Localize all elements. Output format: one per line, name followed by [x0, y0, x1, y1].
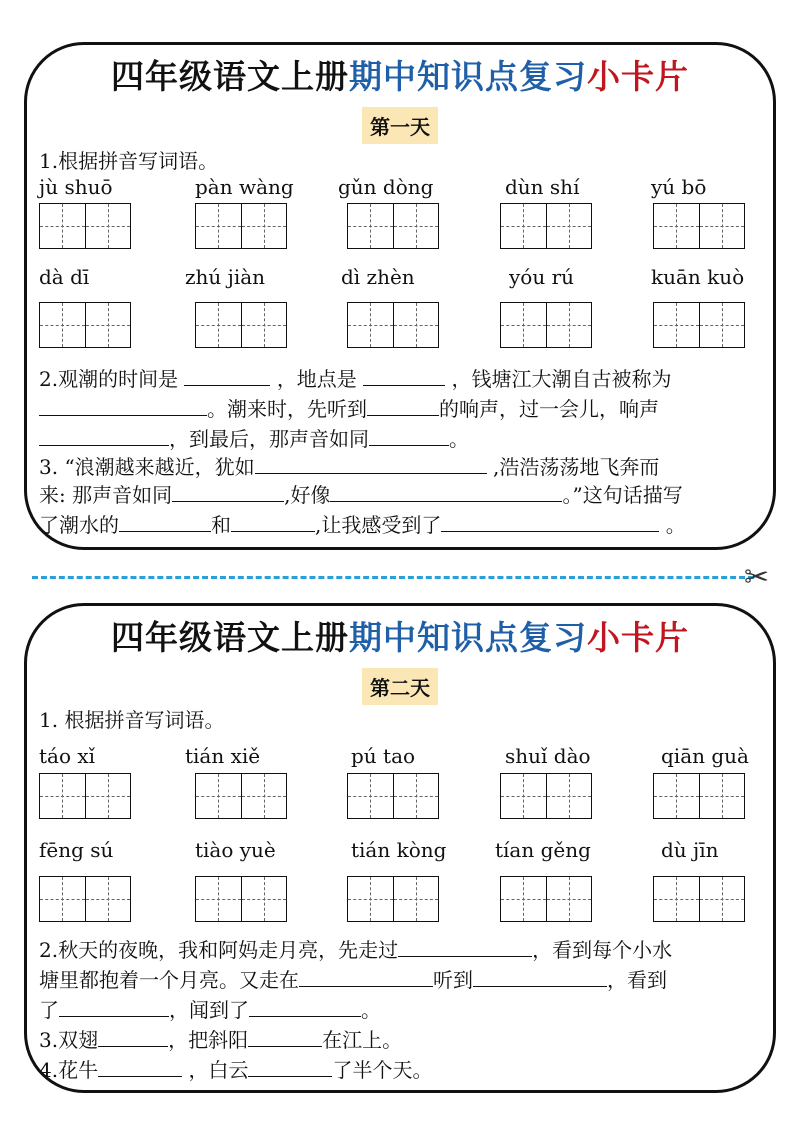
title-part-black: 四年级语文上册 — [111, 57, 349, 96]
question-text: ，地点是 — [276, 367, 357, 391]
answer-blank[interactable] — [441, 513, 659, 532]
question-2-line-2 — [39, 393, 659, 422]
review-card-day1 — [24, 42, 776, 550]
answer-blank[interactable] — [39, 427, 169, 446]
answer-blank[interactable] — [330, 483, 562, 502]
question-3-line-1 — [39, 451, 659, 480]
question-text: ，钱塘江大潮自古被称为 — [451, 367, 672, 391]
pinyin-label: yú bō — [651, 175, 707, 199]
question-text: ，到最后，那声音如同 — [169, 427, 369, 451]
writing-grid[interactable] — [195, 876, 287, 922]
pinyin-label: pú tao — [351, 744, 416, 768]
answer-blank[interactable] — [398, 938, 532, 957]
writing-grid[interactable] — [39, 876, 131, 922]
question-text: 3.双翅 — [39, 1028, 99, 1052]
answer-blank[interactable] — [98, 1058, 182, 1077]
answer-blank[interactable] — [369, 427, 449, 446]
answer-blank[interactable] — [249, 998, 361, 1017]
question-text: ,浩浩荡荡地飞奔而 — [493, 455, 660, 479]
question-text: ,让我感受到了 — [315, 513, 442, 537]
question-text: 3. “浪潮越来越近，犹如 — [39, 455, 255, 479]
writing-grid[interactable] — [347, 773, 439, 819]
question-3-line-3 — [39, 509, 686, 538]
question-2-line-3 — [39, 994, 381, 1023]
answer-blank[interactable] — [248, 1058, 332, 1077]
question-text: 了 — [39, 998, 59, 1022]
writing-grid[interactable] — [39, 203, 131, 249]
pinyin-label: pàn wàng — [195, 175, 294, 199]
answer-blank[interactable] — [184, 367, 270, 386]
writing-grid[interactable] — [195, 773, 287, 819]
question-text: ,好像 — [284, 483, 331, 507]
question-2-line-1 — [39, 934, 672, 963]
writing-grid[interactable] — [195, 203, 287, 249]
question-text: 塘里都抱着一个月亮。又走在 — [39, 968, 299, 992]
question-text: ，把斜阳 — [168, 1028, 249, 1052]
pinyin-label: qiān guà — [661, 744, 749, 768]
card-title — [27, 51, 773, 98]
question-text: 。 — [449, 427, 469, 451]
question-text: 2.秋天的夜晚，我和阿妈走月亮，先走过 — [39, 938, 399, 962]
question-text: ，看到 — [607, 968, 667, 992]
question-text: 4.花牛 — [39, 1058, 99, 1082]
answer-blank[interactable] — [255, 455, 487, 474]
question-4-line — [39, 1054, 432, 1083]
writing-grid[interactable] — [347, 203, 439, 249]
writing-grid[interactable] — [653, 876, 745, 922]
question-text: 。 — [361, 998, 381, 1022]
answer-blank[interactable] — [172, 483, 284, 502]
pinyin-label: shuǐ dào — [505, 744, 591, 768]
day-badge: 第二天 — [362, 668, 438, 705]
pinyin-label: kuān kuò — [651, 265, 745, 289]
cut-line — [32, 576, 754, 579]
writing-grid[interactable] — [500, 773, 592, 819]
question-text: 。”这句话描写 — [562, 483, 683, 507]
pinyin-label: dà dī — [39, 265, 90, 289]
pinyin-label: fēng sú — [39, 838, 114, 862]
question-text: ，看到每个小水 — [532, 938, 673, 962]
question-2-line-1 — [39, 363, 672, 392]
review-card-day2 — [24, 603, 776, 1093]
question-text: 2.观潮的时间是 — [39, 367, 179, 391]
question-3-line — [39, 1024, 402, 1053]
title-part-blue: 期中知识点复习 — [349, 618, 587, 657]
answer-blank[interactable] — [299, 968, 433, 987]
pinyin-label: táo xǐ — [39, 744, 96, 768]
question-3-line-2 — [39, 479, 683, 508]
writing-grid[interactable] — [195, 302, 287, 348]
answer-blank[interactable] — [473, 968, 607, 987]
question-1-label: 1.根据拼音写词语。 — [39, 149, 219, 173]
writing-grid[interactable] — [39, 302, 131, 348]
question-text: 来: 那声音如同 — [39, 483, 173, 507]
writing-grid[interactable] — [347, 876, 439, 922]
answer-blank[interactable] — [119, 513, 211, 532]
pinyin-label: jù shuō — [39, 175, 113, 199]
answer-blank[interactable] — [59, 998, 169, 1017]
title-part-red: 小卡片 — [587, 57, 689, 96]
pinyin-label: tiào yuè — [195, 838, 276, 862]
pinyin-label: tían gěng — [495, 838, 591, 862]
pinyin-label: dùn shí — [505, 175, 580, 199]
question-1-label: 1. 根据拼音写词语。 — [39, 708, 225, 732]
writing-grid[interactable] — [39, 773, 131, 819]
pinyin-label: dì zhèn — [341, 265, 415, 289]
question-text: 了半个天。 — [332, 1058, 433, 1082]
pinyin-label: tián kòng — [351, 838, 447, 862]
scissors-icon: ✂ — [744, 560, 770, 595]
pinyin-label: yóu rú — [509, 265, 575, 289]
writing-grid[interactable] — [653, 773, 745, 819]
pinyin-label: dù jīn — [661, 838, 719, 862]
writing-grid[interactable] — [500, 302, 592, 348]
writing-grid[interactable] — [653, 203, 745, 249]
question-text: 和 — [211, 513, 231, 537]
question-text: 了潮水的 — [39, 513, 119, 537]
pinyin-label: zhú jiàn — [185, 265, 266, 289]
question-text: ，闻到了 — [169, 998, 249, 1022]
writing-grid[interactable] — [500, 203, 592, 249]
card-title — [27, 612, 773, 659]
answer-blank[interactable] — [231, 513, 315, 532]
answer-blank[interactable] — [367, 397, 439, 416]
question-2-line-2 — [39, 964, 667, 993]
question-text: 听到 — [433, 968, 473, 992]
day-badge: 第一天 — [362, 107, 438, 144]
title-part-red: 小卡片 — [587, 618, 689, 657]
question-2-line-3 — [39, 423, 469, 452]
question-text: ，白云 — [188, 1058, 249, 1082]
writing-grid[interactable] — [500, 876, 592, 922]
pinyin-label: tián xiě — [185, 744, 261, 768]
answer-blank[interactable] — [363, 367, 445, 386]
title-part-black: 四年级语文上册 — [111, 618, 349, 657]
question-text: 的响声，过一会儿，响声 — [439, 397, 659, 421]
question-text: 。潮来时，先听到 — [207, 397, 367, 421]
pinyin-label: gǔn dòng — [338, 175, 434, 199]
question-text: 在江上。 — [322, 1028, 403, 1052]
title-part-blue: 期中知识点复习 — [349, 57, 587, 96]
answer-blank[interactable] — [98, 1028, 168, 1047]
answer-blank[interactable] — [39, 397, 207, 416]
writing-grid[interactable] — [347, 302, 439, 348]
writing-grid[interactable] — [653, 302, 745, 348]
answer-blank[interactable] — [248, 1028, 322, 1047]
question-text: 。 — [665, 513, 686, 537]
